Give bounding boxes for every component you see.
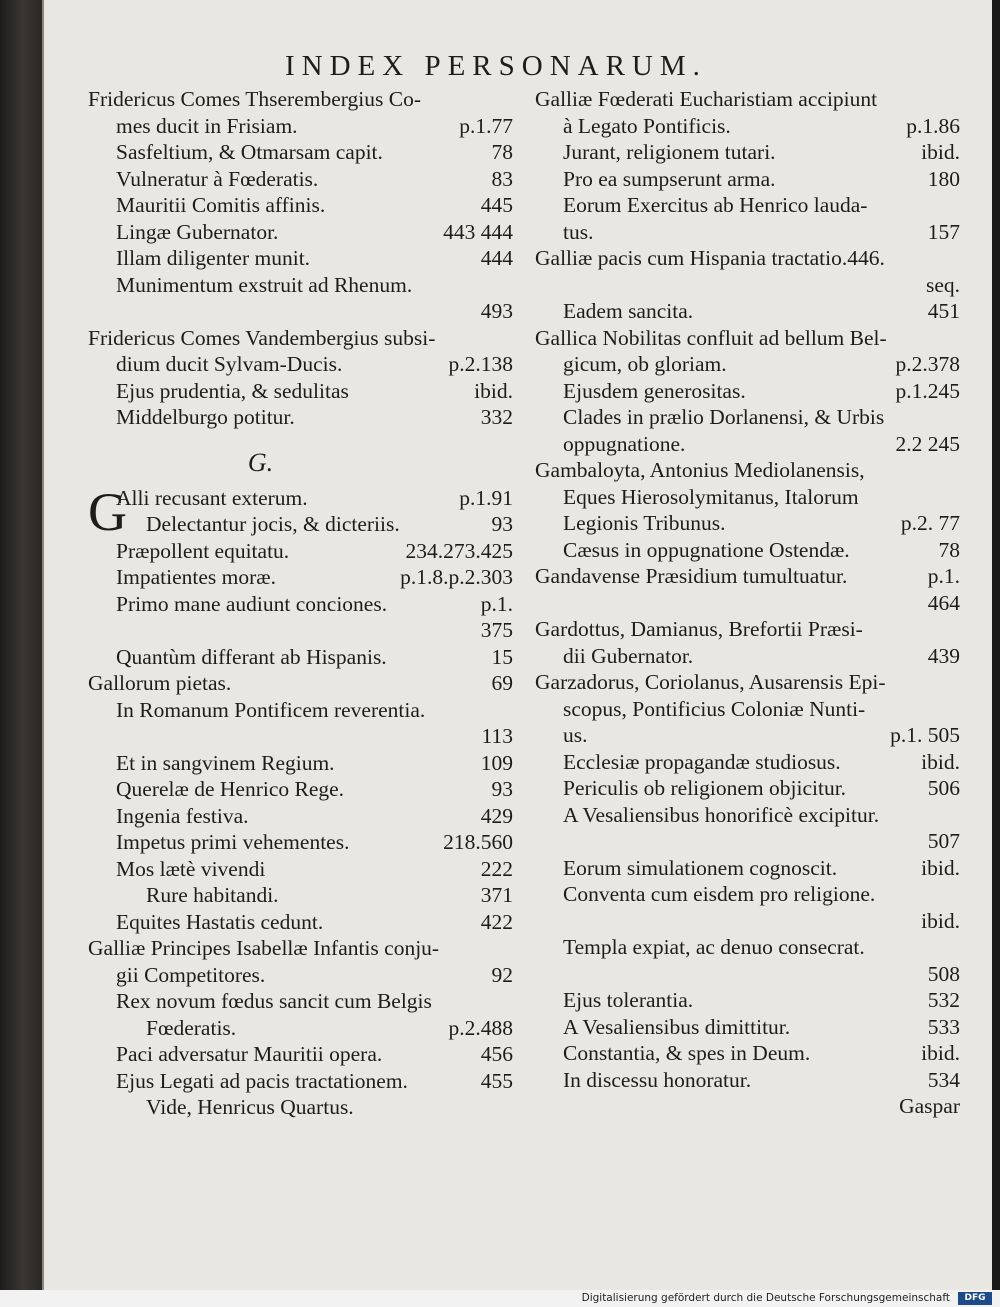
index-entry: [535, 616, 960, 643]
index-entry: [88, 697, 513, 724]
index-entry-text: Fœderatis.: [146, 1015, 237, 1040]
index-entry: [88, 139, 513, 166]
index-entry-page: 78: [491, 140, 513, 164]
index-entry-page: 532: [927, 988, 960, 1012]
index-entry: [88, 564, 513, 591]
index-entry-page: 507: [927, 829, 960, 853]
index-entry-text: oppugnatione.: [563, 431, 686, 456]
page-edge-shadow: [992, 0, 1000, 1292]
index-entry-text: Eadem sancita.: [563, 299, 694, 323]
index-entry-page: 222: [480, 856, 513, 881]
index-entry-text: Templa expiat, ac denuo consecrat.: [563, 935, 865, 959]
index-entry-text: In discessu honoratur.: [563, 1067, 752, 1092]
index-entry: [535, 272, 960, 299]
index-entry: [535, 828, 960, 855]
index-entry-text: A Vesaliensibus honorificè excipitur.: [563, 802, 880, 827]
index-entry-text: Fridericus Comes Thserembergius Co-: [88, 87, 422, 111]
index-entry-page: 83: [491, 166, 513, 191]
index-entry-text: Præpollent equitatu.: [116, 538, 290, 563]
index-entry-text: In Romanum Pontificem reverentia.: [116, 697, 426, 722]
index-entry: [535, 855, 960, 882]
index-entry-page: Gaspar: [899, 1094, 960, 1118]
index-entry-page: ibid.: [921, 908, 960, 933]
index-entry: [535, 1067, 960, 1094]
index-entry-page: p.2. 77: [900, 511, 960, 535]
index-entry-text: Cæsus in oppugnatione Ostendæ.: [563, 537, 850, 562]
index-entry: [88, 113, 513, 140]
index-entry: [535, 325, 960, 352]
index-entry-page: p.1. 505: [890, 723, 960, 747]
index-entry-text: dium ducit Sylvam-Ducis.: [116, 352, 343, 376]
index-entry-text: Ejus prudentia, & sedulitas: [116, 378, 349, 403]
index-entry: [88, 750, 513, 777]
index-entry: [535, 669, 960, 696]
book-gutter-strip: [0, 0, 42, 1292]
index-entry-text: A Vesaliensibus dimittitur.: [563, 1014, 791, 1039]
index-entry-text: Lingæ Gubernator.: [116, 219, 279, 244]
index-entry-page: ibid.: [921, 855, 960, 880]
index-entry: [88, 988, 513, 1015]
index-entry: [88, 803, 513, 830]
index-entry-page: p.1.8.p.2.303: [400, 565, 513, 589]
index-entry-page: 508: [927, 961, 960, 986]
index-entry-text: Ejus Legati ad pacis tractationem.: [116, 1068, 408, 1093]
index-entry-text: Impetus primi vehementes.: [116, 830, 350, 854]
index-entry-text: Et in sangvinem Regium.: [116, 750, 335, 775]
index-entry: [535, 563, 960, 590]
index-entry-text: Middelburgo potitur.: [116, 405, 295, 429]
index-entry-text: Equites Hastatis cedunt.: [116, 909, 324, 934]
index-entry: [88, 325, 513, 352]
index-entry-text: Ingenia festiva.: [116, 803, 249, 828]
index-entry: [535, 775, 960, 802]
index-entry: [88, 272, 513, 299]
index-entry: [88, 723, 513, 750]
index-entry: [535, 961, 960, 988]
index-entry-text: Rure habitandi.: [146, 883, 279, 907]
index-entry: [535, 537, 960, 564]
index-entry: [88, 1094, 513, 1121]
index-entry-page: ibid.: [921, 1041, 960, 1065]
index-entry: [535, 987, 960, 1014]
index-entry-text: gicum, ob gloriam.: [563, 352, 727, 376]
index-entry: [535, 1040, 960, 1067]
index-entry-text: Quantùm differant ab Hispanis.: [116, 644, 387, 669]
index-entry-page: ibid.: [921, 140, 960, 164]
index-entry-text: Impatientes moræ.: [116, 565, 277, 589]
index-entry-page: 422: [480, 909, 513, 934]
index-entry-page: 493: [480, 299, 513, 323]
index-entry-page: seq.: [925, 272, 960, 297]
index-entry-text: Conventa cum eisdem pro religione.: [563, 882, 876, 906]
index-entry-page: 157: [927, 219, 960, 244]
index-entry: [88, 670, 513, 697]
index-entry-page: ibid.: [921, 749, 960, 774]
index-entry-text: Garzadorus, Coriolanus, Ausarensis Epi-: [535, 670, 886, 694]
index-entry-text: Mauritii Comitis affinis.: [116, 193, 326, 217]
index-entry-page: p.2.488: [448, 1015, 513, 1040]
index-entry: [535, 192, 960, 219]
index-entry: [88, 404, 513, 431]
index-entry: [535, 484, 960, 511]
index-entry-page: 464: [927, 590, 960, 615]
index-entry-page: 93: [491, 777, 513, 801]
index-entry: [535, 113, 960, 140]
index-entry-text: Delectantur jocis, & dicteriis.: [146, 512, 400, 536]
index-entry-page: 455: [480, 1068, 513, 1093]
index-entry: [535, 219, 960, 246]
index-entry: [88, 1015, 513, 1042]
right-column: [535, 86, 960, 1120]
index-entry: [88, 538, 513, 565]
index-entry: [535, 1014, 960, 1041]
index-entry: [88, 485, 513, 512]
index-entry-text: Munimentum exstruit ad Rhenum.: [116, 272, 413, 297]
index-entry-text: Periculis ob religionem objicitur.: [563, 776, 847, 800]
index-entry-page: 109: [480, 750, 513, 775]
index-entry-page: 444: [480, 246, 513, 270]
index-entry-text: dii Gubernator.: [563, 643, 694, 668]
index-entry-page: 234.273.425: [405, 538, 513, 563]
index-entry: [88, 245, 513, 272]
index-entry: [535, 643, 960, 670]
index-entry: [535, 431, 960, 458]
index-entry: [88, 617, 513, 644]
index-entry: [88, 219, 513, 246]
index-entry-page: p.1.91: [459, 485, 513, 510]
left-column: [88, 86, 513, 1121]
index-entry: [535, 86, 960, 113]
index-entry: [88, 776, 513, 803]
index-entry-text: Galliæ Fœderati Eucharistiam accipiunt: [535, 87, 878, 111]
index-entry-page: p.1.: [480, 591, 513, 616]
index-entry-text: Galliæ pacis cum Hispania tractatio.446.: [535, 246, 885, 270]
index-entry: [535, 881, 960, 908]
index-entry-text: Vulneratur à Fœderatis.: [116, 166, 319, 191]
index-entry-text: Vide, Henricus Quartus.: [146, 1095, 354, 1119]
index-entry: [88, 856, 513, 883]
index-entry-page: 371: [480, 883, 513, 907]
index-entry: [88, 909, 513, 936]
index-entry-page: 15: [491, 644, 513, 669]
index-entry-page: 533: [927, 1014, 960, 1039]
index-entry-text: Sasfeltium, & Otmarsam capit.: [116, 140, 383, 164]
index-entry-page: 92: [491, 962, 513, 987]
index-entry-text: mes ducit in Frisiam.: [116, 113, 298, 138]
index-entry-text: Eorum Exercitus ab Henrico lauda-: [563, 193, 868, 217]
index-entry-text: Illam diligenter munit.: [116, 246, 311, 270]
index-entry-text: Eques Hierosolymitanus, Italorum: [563, 484, 859, 509]
index-entry: [88, 192, 513, 219]
index-entry: [535, 934, 960, 961]
index-entry-text: Eorum simulationem cognoscit.: [563, 855, 838, 880]
index-entry-page: 451: [927, 299, 960, 323]
index-entry-text: Ejus tolerantia.: [563, 988, 694, 1012]
footer-credit: Digitalisierung gefördert durch die Deutsche Forschungsgemeinschaft: [581, 1292, 950, 1304]
index-entry-page: 218.560: [443, 830, 513, 854]
index-entry: [88, 591, 513, 618]
index-entry: [535, 722, 960, 749]
index-entry-page: 2.2 245: [895, 431, 960, 456]
index-entry: [535, 404, 960, 431]
index-entry: [88, 86, 513, 113]
index-entry: [535, 166, 960, 193]
index-entry: [88, 298, 513, 325]
index-entry-text: Gallica Nobilitas confluit ad bellum Bel-: [535, 325, 887, 350]
index-entry-text: Clades in prælio Dorlanensi, & Urbis: [563, 405, 885, 429]
index-entry-text: Galliæ Principes Isabellæ Infantis conju-: [88, 936, 440, 960]
index-entry-text: us.: [563, 723, 588, 747]
index-entry: [535, 378, 960, 405]
left-entries-b: [88, 481, 513, 1121]
index-entry: [88, 882, 513, 909]
index-entry: [88, 378, 513, 405]
right-entries: [535, 86, 960, 1120]
index-entry: [535, 245, 960, 272]
index-entry-page: p.1.: [927, 564, 960, 588]
index-entry-text: Mos lætè vivendi: [116, 856, 266, 881]
index-entry-text: Jurant, religionem tutari.: [563, 140, 776, 164]
index-entry: [535, 139, 960, 166]
index-entry: [88, 511, 513, 538]
index-entry-text: Rex novum fœdus sancit cum Belgis: [116, 989, 432, 1013]
index-entry-text: scopus, Pontificius Coloniæ Nunti-: [563, 696, 866, 721]
index-entry-page: 78: [938, 537, 960, 562]
index-entry-page: 113: [481, 724, 513, 748]
index-entry-page: 506: [927, 776, 960, 800]
index-entry: [88, 351, 513, 378]
index-entry-page: 332: [480, 405, 513, 429]
index-entry: [535, 351, 960, 378]
index-entry-text: Gardottus, Damianus, Brefortii Præsi-: [535, 617, 863, 641]
index-entry-text: à Legato Pontificis.: [563, 113, 731, 138]
left-entries-a: [88, 86, 513, 431]
index-entry-page: 93: [491, 512, 513, 536]
index-entry-text: gii Competitores.: [116, 962, 266, 987]
index-entry-page: 439: [927, 643, 960, 668]
index-entry: [535, 1093, 960, 1120]
left-entries-b-wrap: [88, 481, 513, 1121]
index-entry-page: 69: [491, 671, 513, 695]
index-entry-page: ibid.: [474, 378, 513, 403]
drop-cap-letter: G: [88, 481, 127, 542]
index-entry: [88, 1068, 513, 1095]
index-entry: [88, 1041, 513, 1068]
index-entry-text: Fridericus Comes Vandembergius subsi-: [88, 325, 436, 350]
index-entry: [535, 908, 960, 935]
index-entry: [535, 696, 960, 723]
index-entry-page: p.1.245: [895, 378, 960, 403]
index-entry: [535, 590, 960, 617]
index-entry-page: 445: [480, 193, 513, 217]
page-header: INDEX PERSONARUM.: [285, 50, 707, 82]
index-entry-page: p.2.138: [448, 352, 513, 376]
index-entry-page: p.1.86: [906, 113, 960, 138]
index-entry-page: 534: [927, 1067, 960, 1092]
index-entry-page: 429: [480, 803, 513, 828]
index-entry-page: p.2.378: [895, 352, 960, 376]
index-entry-text: Ejusdem generositas.: [563, 378, 746, 403]
index-entry-text: Legionis Tribunus.: [563, 511, 726, 535]
index-entry-text: Querelæ de Henrico Rege.: [116, 777, 345, 801]
section-heading: G.: [247, 447, 274, 477]
index-entry-text: Constantia, & spes in Deum.: [563, 1041, 811, 1065]
index-entry-text: Gandavense Præsidium tumultuatur.: [535, 564, 848, 588]
index-entry-text: Gallorum pietas.: [88, 671, 232, 695]
index-entry-text: Paci adversatur Mauritii opera.: [116, 1042, 383, 1066]
index-entry-page: 180: [927, 166, 960, 191]
dfg-logo: DFG: [958, 1292, 992, 1305]
index-entry: [88, 166, 513, 193]
index-entry: [535, 457, 960, 484]
index-entry-page: p.1.77: [459, 113, 513, 138]
index-entry: [88, 962, 513, 989]
index-entry: [88, 829, 513, 856]
index-entry-page: 375: [480, 618, 513, 642]
index-entry: [535, 802, 960, 829]
index-entry-text: Ecclesiæ propagandæ studiosus.: [563, 749, 841, 774]
index-entry-text: Pro ea sumpserunt arma.: [563, 166, 776, 191]
index-entry: [535, 298, 960, 325]
index-entry: [88, 935, 513, 962]
index-entry-page: 456: [480, 1042, 513, 1066]
index-entry: [88, 644, 513, 671]
index-entry-page: 443 444: [443, 219, 513, 244]
index-entry: [535, 510, 960, 537]
index-entry-text: Primo mane audiunt conciones.: [116, 591, 388, 616]
index-entry: [535, 749, 960, 776]
index-entry-text: tus.: [563, 219, 594, 244]
index-entry-text: Alli recusant exterum.: [116, 485, 308, 510]
index-entry-text: Gambaloyta, Antonius Mediolanensis,: [535, 458, 865, 482]
